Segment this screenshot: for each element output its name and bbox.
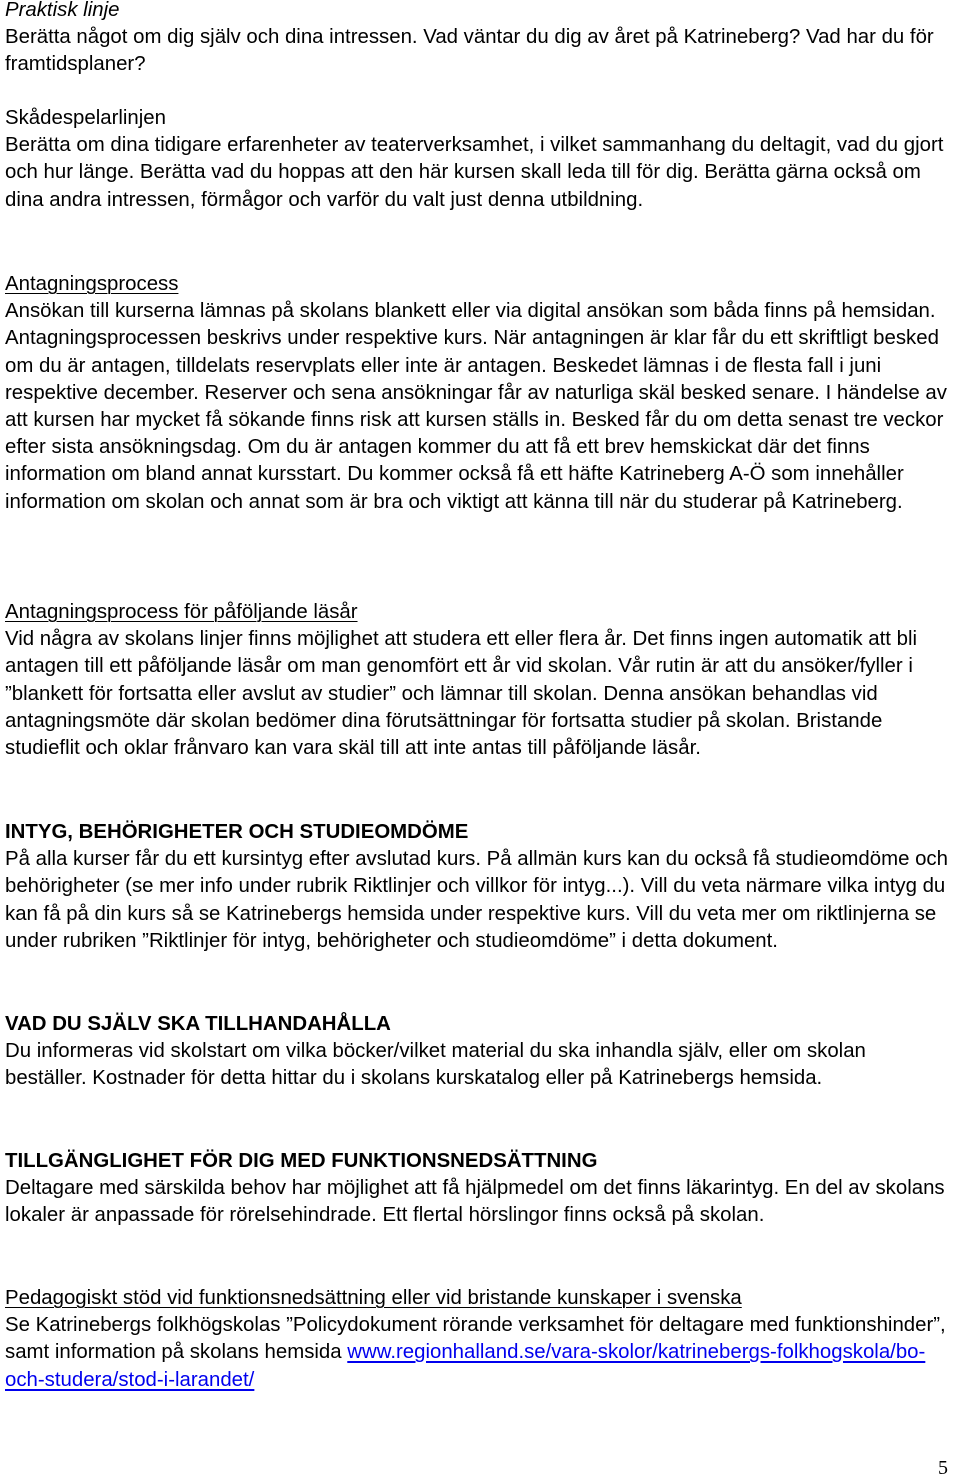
section-tillhandahalla — [5, 1011, 950, 1093]
page-number: 5 — [938, 1457, 948, 1479]
praktisk-heading: Praktisk linje — [5, 0, 120, 21]
section-intyg — [5, 819, 950, 955]
intyg-heading: INTYG, BEHÖRIGHETER OCH STUDIEOMDÖME — [5, 821, 469, 843]
tillganglighet-heading: TILLGÄNGLIGHET FÖR DIG MED FUNKTIONSNEDSÄTTNING — [5, 1150, 598, 1172]
pafoljande-body: Vid några av skolans linjer finns möjlighet att studera ett eller flera år. Det finns ingen automatik att bli antagen till ett påföljande läsår om man genomfört ett år vid skolan. Vår rutin är att du ansöker/fyller i ”blankett för fortsatta eller avslut av studier” och lämnar till skolan. Denna ansökan behandlas vid antagningsmöte där skolan bedömer dina förutsättningar för fortsatta studier på skolan. Bristande studieflit och oklar frånvaro kan vara skäl till att inte antas till påföljande läsår. — [5, 628, 918, 760]
pafoljande-heading: Antagningsprocess för påföljande läsår — [5, 601, 358, 623]
skadespelar-heading: Skådespelarlinjen — [5, 107, 166, 129]
tillhandahalla-heading: VAD DU SJÄLV SKA TILLHANDAHÅLLA — [5, 1013, 391, 1035]
intyg-body: På alla kurser får du ett kursintyg efter avslutad kurs. På allmän kurs kan du också få studieomdöme och behörigheter (se mer info under rubrik Riktlinjer och villkor för intyg...). Vill du veta närmare vilka intyg du kan få på din kurs så se Katrinebergs hemsida under respektive kurs. Vill du veta mer om riktlinjerna se under rubriken ”Riktlinjer för intyg, behörigheter och studieomdöme” i detta dokument. — [5, 848, 948, 952]
stod-body-paragraph — [5, 1312, 950, 1394]
section-tillganglighet — [5, 1148, 950, 1230]
section-praktisk-linje — [5, 0, 950, 79]
tillhandahalla-body: Du informeras vid skolstart om vilka böcker/vilket material du ska inhandla själv, eller om skolan beställer. Kostnader för detta hittar du i skolans kurskatalog eller på Katrinebergs hemsida. — [5, 1040, 866, 1090]
section-antagningsprocess — [5, 271, 950, 516]
praktisk-body: Berätta något om dig själv och dina intressen. Vad väntar du dig av året på Katrineberg? Vad har du för framtidsplaner? — [5, 26, 934, 76]
tillganglighet-body: Deltagare med särskilda behov har möjlighet att få hjälpmedel om det finns läkarintyg. En del av skolans lokaler är anpassade för rörelsehindrade. Ett flertal hörslingor finns också på skolan. — [5, 1177, 945, 1227]
skadespelar-body: Berätta om dina tidigare erfarenheter av teaterverksamhet, i vilket sammanhang du deltagit, vad du gjort och hur länge. Berätta vad du hoppas att den här kursen skall leda till för dig. Berätta gärna också om dina andra intressen, förmågor och varför du valt just denna utbildning. — [5, 134, 944, 211]
section-skadespelarlinjen — [5, 105, 950, 214]
stod-hemsida-link[interactable]: www.regionhalland.se/vara-skolor/katrinebergs-folkhogskola/bo-och-studera/stod-i-larandet/ — [5, 1341, 926, 1391]
section-pedagogiskt-stod — [5, 1285, 950, 1394]
antagning-heading: Antagningsprocess — [5, 273, 179, 295]
stod-heading: Pedagogiskt stöd vid funktionsnedsättning eller vid bristande kunskaper i svenska — [5, 1287, 742, 1309]
section-antagning-pafoljande — [5, 599, 950, 762]
stod-body: Se Katrinebergs folkhögskolas ”Policydokument rörande verksamhet för deltagare med funktionshinder”, samt information på skolans hemsida — [5, 1314, 946, 1364]
antagning-body: Ansökan till kurserna lämnas på skolans blankett eller via digital ansökan som båda finns på hemsidan. Antagningsprocessen beskrivs under respektive kurs. När antagningen är klar får du ett skriftligt besked om du är antagen, tilldelats reservplats eller inte är antagen. Beskedet lämnas i de flesta fall i juni respektive december. Reserver och sena ansökningar får av naturliga skäl besked senare. I händelse av att kursen har mycket få sökande finns risk att kursen ställs in. Besked får du om detta senast tre veckor efter sista ansökningsdag. Om du är antagen kommer du att få ett brev hemskickat där det finns information om bland annat kursstart. Du kommer också få ett häfte Katrineberg A-Ö som innehåller information om skolan och annat som är bra och viktigt att känna till när du studerar på Katrineberg. — [5, 300, 947, 513]
